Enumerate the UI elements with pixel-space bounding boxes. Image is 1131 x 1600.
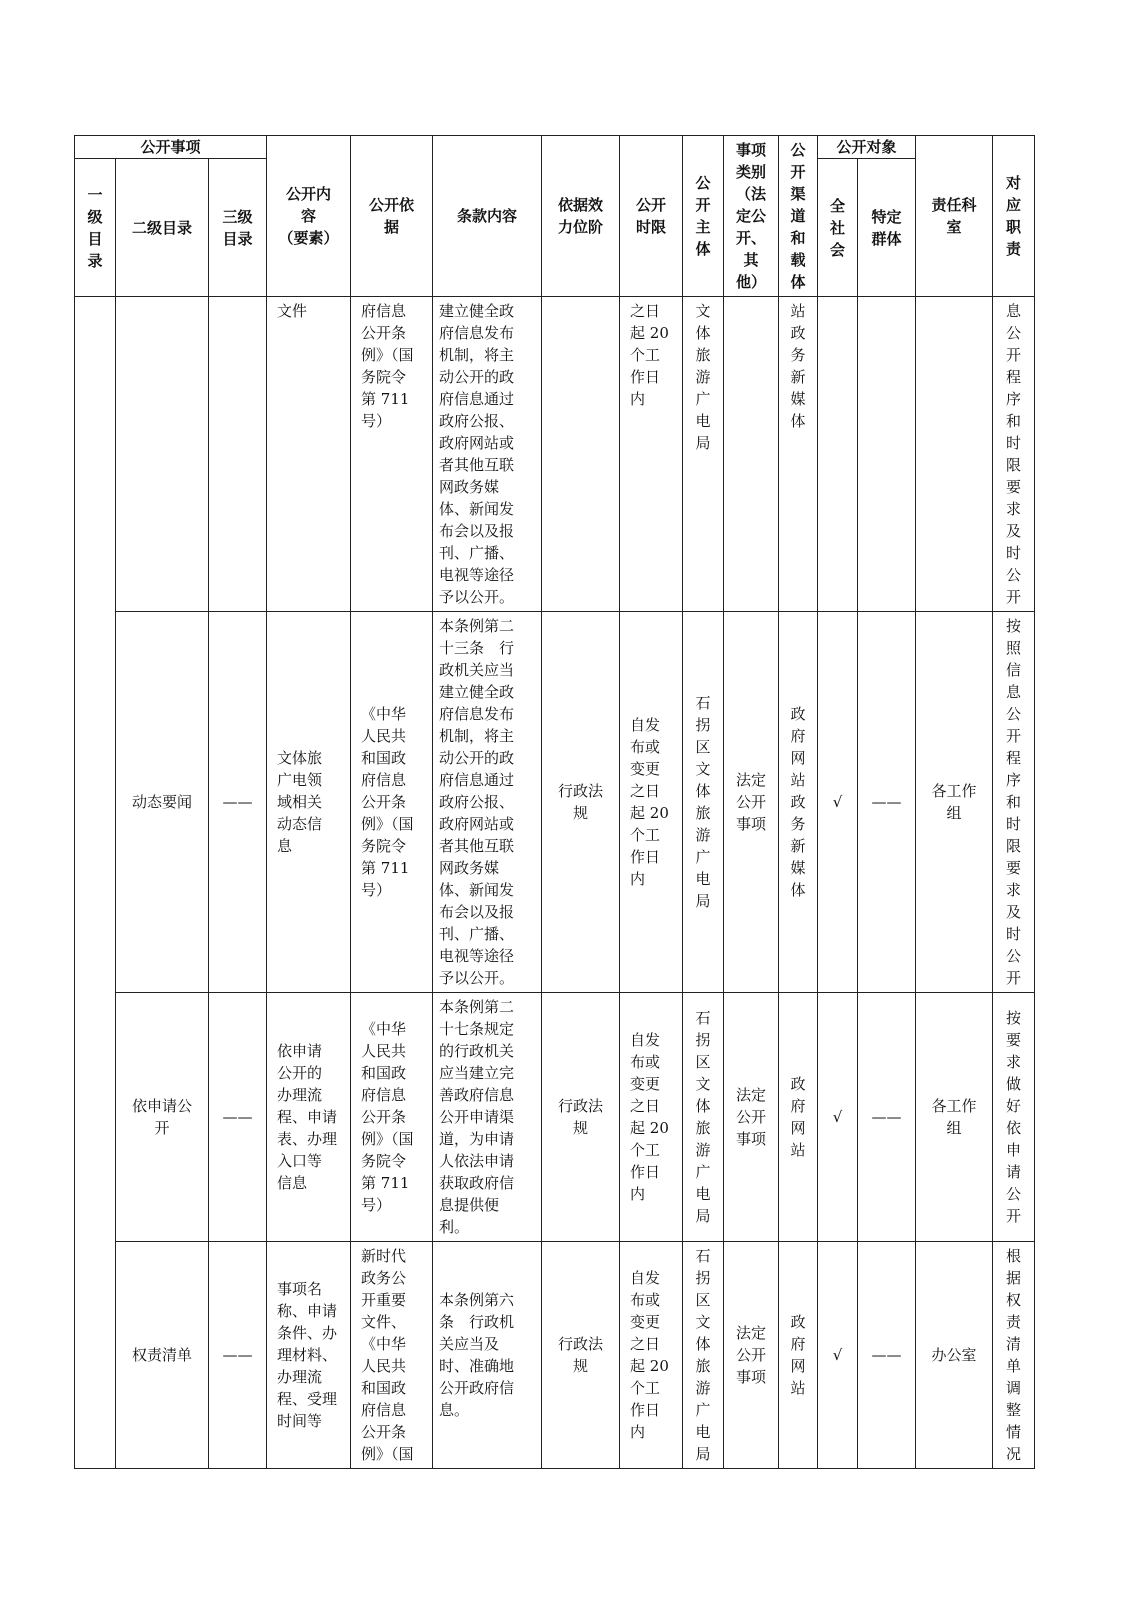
clause-cell: 本条例第六 条 行政机 关应当及 时、准确地 公开政府信 息。 [433, 1242, 542, 1469]
header-content: 公开内 容 （要素） [267, 136, 351, 297]
level3-cell: —— [209, 1242, 267, 1469]
header-level2: 二级目录 [116, 159, 209, 297]
level3-cell [209, 297, 267, 612]
clause-cell: 本条例第二 十三条 行 政机关应当 建立健全政 府信息发布 机制，将主 动公开的政 府信息通过 政府公报、 政府网站或 者其他互联 网政务媒 体、新闻发 布会以及报 刊、广播、 电视等途径 予以公开。 [433, 612, 542, 993]
table-row [75, 612, 1035, 993]
header-group-disclosure-items: 公开事项 [75, 136, 267, 159]
header-channel: 公 开 渠 道 和 载 体 [779, 136, 818, 297]
duty-cell: 按 要 求 做 好 依 申 请 公 开 [993, 993, 1035, 1242]
level1-cell [75, 297, 116, 1469]
office-cell [916, 297, 993, 612]
basis-cell: 《中华 人民共 和国政 府信息 公开条 例》（国 务院令 第 711 号） [351, 993, 433, 1242]
office-cell: 各工作 组 [916, 612, 993, 993]
header-clause: 条款内容 [433, 136, 542, 297]
time-limit-cell: 自发 布或 变更 之日 起 20 个工 作日 内 [620, 1242, 683, 1469]
subject-cell: 文 体 旅 游 广 电 局 [683, 297, 724, 612]
subject-cell: 石 拐 区 文 体 旅 游 广 电 局 [683, 993, 724, 1242]
clause-cell: 本条例第二 十七条规定 的行政机关 应当建立完 善政府信息 公开申请渠 道，为申请 人依法申请 获取政府信 息提供便 利。 [433, 993, 542, 1242]
category-cell: 法定 公开 事项 [724, 993, 779, 1242]
content-cell: 文件 [267, 297, 351, 612]
header-all-society: 全 社 会 [818, 159, 858, 297]
authority-cell [542, 297, 620, 612]
level2-cell: 动态要闻 [116, 612, 209, 993]
time-limit-cell: 自发 布或 变更 之日 起 20 个工 作日 内 [620, 612, 683, 993]
channel-cell: 政 府 网 站 政 务 新 媒 体 [779, 612, 818, 993]
specific-group-cell: —— [858, 612, 916, 993]
all-society-cell [818, 297, 858, 612]
category-cell [724, 297, 779, 612]
header-duty: 对 应 职 责 [993, 136, 1035, 297]
level2-cell: 依申请公 开 [116, 993, 209, 1242]
header-group-audience: 公开对象 [818, 136, 916, 159]
header-basis: 公开依 据 [351, 136, 433, 297]
level3-cell: —— [209, 612, 267, 993]
time-limit-cell: 之日 起 20 个工 作日 内 [620, 297, 683, 612]
all-society-cell: √ [818, 993, 858, 1242]
authority-cell: 行政法 规 [542, 993, 620, 1242]
subject-cell: 石 拐 区 文 体 旅 游 广 电 局 [683, 1242, 724, 1469]
channel-cell: 政 府 网 站 [779, 1242, 818, 1469]
duty-cell: 根 据 权 责 清 单 调 整 情 况 [993, 1242, 1035, 1469]
header-specific-group: 特定 群体 [858, 159, 916, 297]
subject-cell: 石 拐 区 文 体 旅 游 广 电 局 [683, 612, 724, 993]
basis-cell: 府信息 公开条 例》（国 务院令 第 711 号） [351, 297, 433, 612]
channel-cell: 政 府 网 站 [779, 993, 818, 1242]
office-cell: 各工作 组 [916, 993, 993, 1242]
header-category: 事项 类别 （法 定公 开、 其 他） [724, 136, 779, 297]
duty-cell: 按 照 信 息 公 开 程 序 和 时 限 要 求 及 时 公 开 [993, 612, 1035, 993]
authority-cell: 行政法 规 [542, 612, 620, 993]
office-cell: 办公室 [916, 1242, 993, 1469]
content-cell: 事项名 称、申请 条件、办 理材料、 办理流 程、受理 时间等 [267, 1242, 351, 1469]
content-cell: 文体旅 广电领 域相关 动态信 息 [267, 612, 351, 993]
level2-cell: 权责清单 [116, 1242, 209, 1469]
category-cell: 法定 公开 事项 [724, 612, 779, 993]
table-row [75, 297, 1035, 612]
duty-cell: 息 公 开 程 序 和 时 限 要 求 及 时 公 开 [993, 297, 1035, 612]
content-cell: 依申请 公开的 办理流 程、申请 表、办理 入口等 信息 [267, 993, 351, 1242]
header-level3: 三级 目录 [209, 159, 267, 297]
category-cell: 法定 公开 事项 [724, 1242, 779, 1469]
specific-group-cell [858, 297, 916, 612]
all-society-cell: √ [818, 1242, 858, 1469]
specific-group-cell: —— [858, 1242, 916, 1469]
header-time-limit: 公开 时限 [620, 136, 683, 297]
clause-cell: 建立健全政 府信息发布 机制，将主 动公开的政 府信息通过 政府公报、 政府网站或 者其他互联 网政务媒 体、新闻发 布会以及报 刊、广播、 电视等途径 予以公开。 [433, 297, 542, 612]
table-row [75, 1242, 1035, 1469]
authority-cell: 行政法 规 [542, 1242, 620, 1469]
disclosure-table [74, 135, 1035, 1469]
level3-cell: —— [209, 993, 267, 1242]
all-society-cell: √ [818, 612, 858, 993]
level2-cell [116, 297, 209, 612]
basis-cell: 《中华 人民共 和国政 府信息 公开条 例》（国 务院令 第 711 号） [351, 612, 433, 993]
time-limit-cell: 自发 布或 变更 之日 起 20 个工 作日 内 [620, 993, 683, 1242]
header-responsible-office: 责任科 室 [916, 136, 993, 297]
header-authority: 依据效 力位阶 [542, 136, 620, 297]
specific-group-cell: —— [858, 993, 916, 1242]
header-level1: 一 级 目 录 [75, 159, 116, 297]
header-subject: 公 开 主 体 [683, 136, 724, 297]
table-row [75, 993, 1035, 1242]
basis-cell: 新时代 政务公 开重要 文件、 《中华 人民共 和国政 府信息 公开条 例》（国 [351, 1242, 433, 1469]
channel-cell: 站 政 务 新 媒 体 [779, 297, 818, 612]
